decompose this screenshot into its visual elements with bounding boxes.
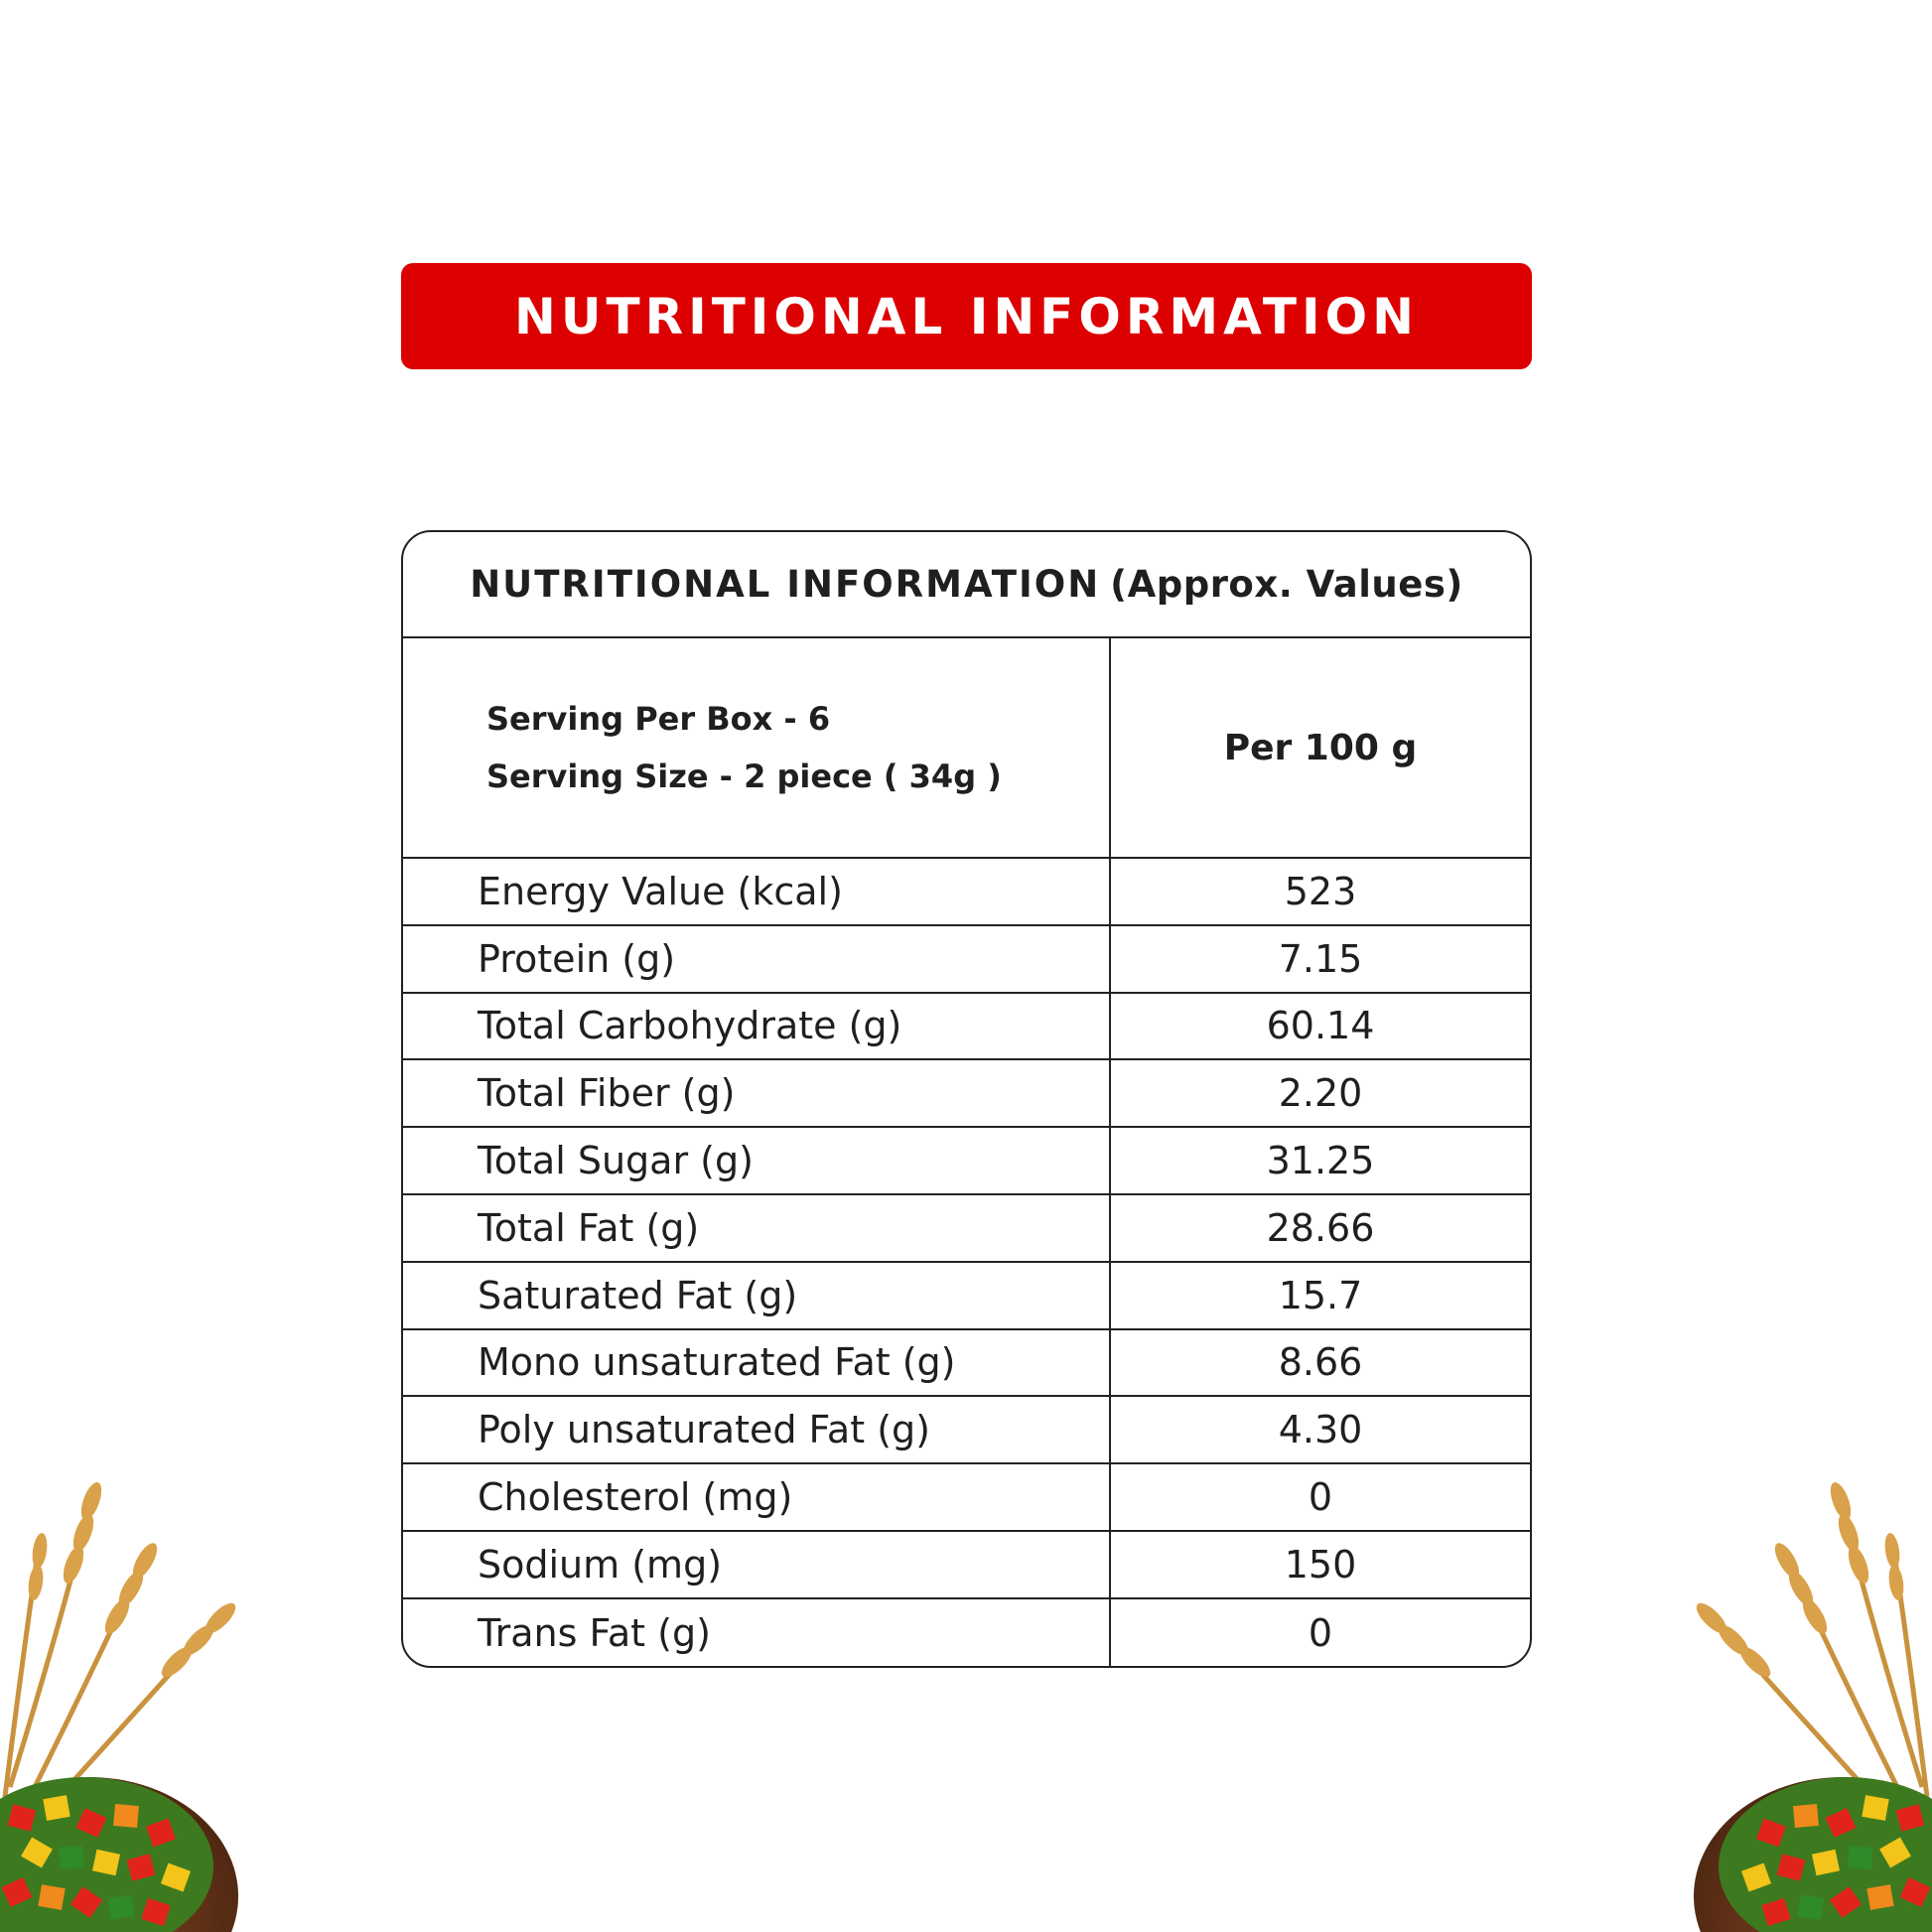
table-header-row — [403, 638, 1530, 859]
nutrient-value: 8.66 — [1278, 1340, 1363, 1385]
nutrient-value: 0 — [1308, 1475, 1333, 1520]
nutrient-label: Sodium (mg) — [403, 1532, 1111, 1597]
nutrient-value: 60.14 — [1266, 1004, 1375, 1048]
nutrient-value: 31.25 — [1266, 1139, 1375, 1183]
serving-per-box: Serving Per Box - 6 — [486, 700, 831, 738]
wheat-bowl-icon — [1674, 1430, 1932, 1932]
nutrient-label: Total Carbohydrate (g) — [403, 994, 1111, 1059]
nutrient-label: Cholesterol (mg) — [403, 1464, 1111, 1530]
banner-title: NUTRITIONAL INFORMATION — [514, 287, 1419, 345]
nutrient-label: Total Fat (g) — [403, 1195, 1111, 1261]
title-banner — [401, 263, 1532, 369]
nutrient-value: 28.66 — [1266, 1205, 1375, 1250]
nutrition-table — [401, 530, 1532, 1668]
nutrient-value: 7.15 — [1278, 936, 1363, 981]
nutrient-value: 4.30 — [1278, 1408, 1363, 1452]
nutrient-label: Saturated Fat (g) — [403, 1263, 1111, 1328]
wheat-bowl-decoration-right — [1674, 1430, 1932, 1932]
serving-size: Serving Size - 2 piece ( 34g ) — [486, 758, 1002, 795]
nutrient-label: Protein (g) — [403, 926, 1111, 992]
nutrient-value: 523 — [1284, 869, 1357, 913]
table-row — [403, 1263, 1530, 1330]
serving-info-cell — [403, 638, 1111, 857]
table-row — [403, 1397, 1530, 1464]
table-title-suffix: (Approx. Values) — [1110, 563, 1463, 606]
table-row — [403, 994, 1530, 1061]
nutrient-label: Mono unsaturated Fat (g) — [403, 1330, 1111, 1396]
table-row — [403, 1599, 1530, 1667]
nutrient-value: 15.7 — [1278, 1273, 1363, 1317]
wheat-bowl-decoration-left — [0, 1430, 258, 1932]
nutrient-value: 150 — [1284, 1542, 1357, 1587]
table-row — [403, 1128, 1530, 1195]
wheat-bowl-icon — [0, 1430, 258, 1932]
table-row — [403, 1532, 1530, 1599]
nutrient-label: Trans Fat (g) — [403, 1599, 1111, 1667]
table-row — [403, 1060, 1530, 1128]
nutrient-value: 0 — [1308, 1610, 1333, 1655]
nutrient-label: Total Sugar (g) — [403, 1128, 1111, 1193]
table-title-main: NUTRITIONAL INFORMATION — [470, 563, 1101, 606]
table-row — [403, 859, 1530, 926]
nutrient-label: Energy Value (kcal) — [403, 859, 1111, 924]
table-row — [403, 926, 1530, 994]
table-row — [403, 1464, 1530, 1532]
per-100g-header: Per 100 g — [1223, 727, 1418, 768]
table-row — [403, 1195, 1530, 1263]
table-row — [403, 1330, 1530, 1398]
nutrient-value: 2.20 — [1278, 1071, 1363, 1116]
nutrient-label: Poly unsaturated Fat (g) — [403, 1397, 1111, 1462]
nutrient-label: Total Fiber (g) — [403, 1060, 1111, 1126]
table-title — [403, 532, 1530, 638]
